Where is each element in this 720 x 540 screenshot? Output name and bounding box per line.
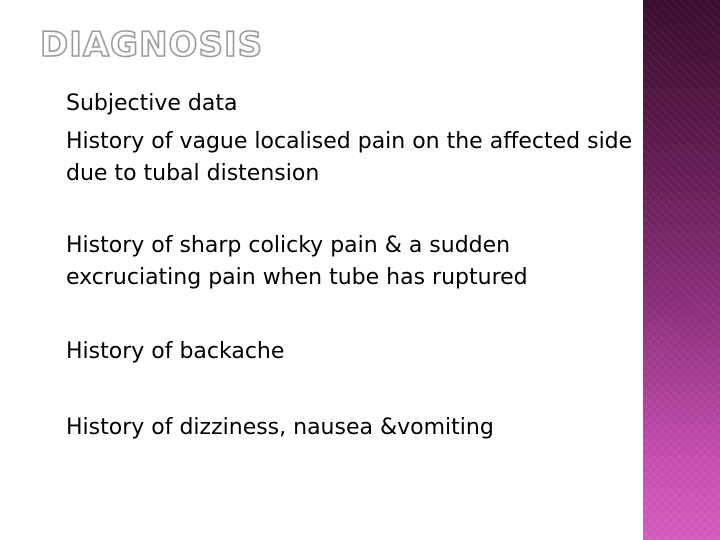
- bullet-3-line-1: History of backache: [66, 339, 285, 364]
- slide-title: DIAGNOSIS: [40, 25, 264, 65]
- bullet-2-line-1: History of sharp colicky pain & a sudden: [66, 233, 511, 258]
- bullet-1-line-2: due to tubal distension: [66, 161, 320, 186]
- bullet-2-line-2: excruciating pain when tube has ruptured: [66, 265, 528, 290]
- bullet-1-line-1: History of vague localised pain on the affected side: [66, 129, 633, 154]
- bullet-4-line-1: History of dizziness, nausea &vomiting: [66, 415, 494, 440]
- subheading: Subjective data: [66, 91, 238, 116]
